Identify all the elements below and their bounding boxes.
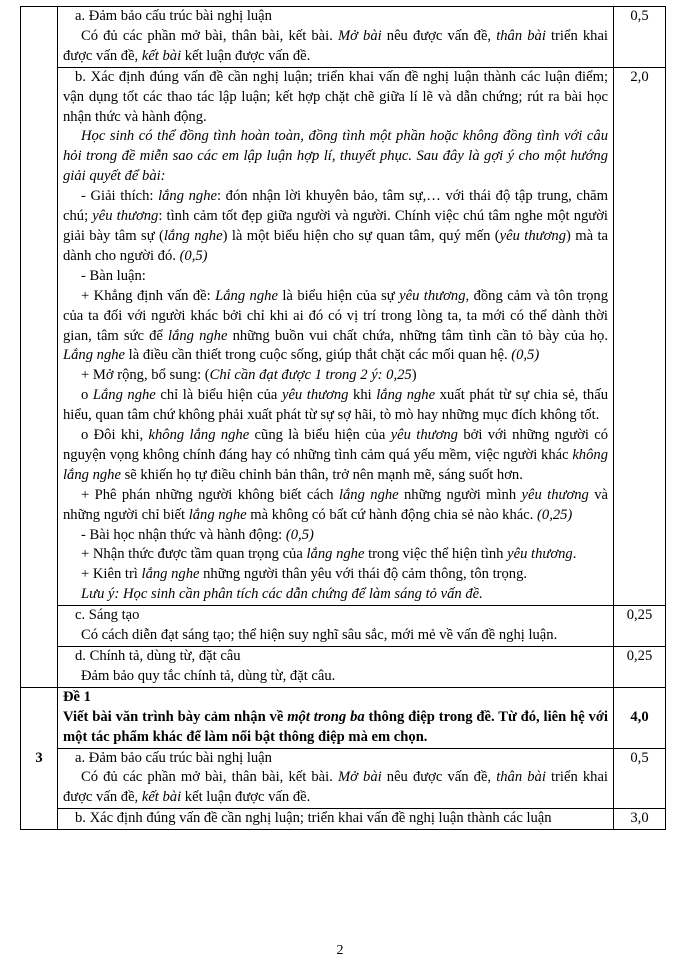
criterion-b1-aware: + Nhận thức được tầm quan trọng của lắng nghe trong việc thể hiện tình yêu thương. <box>81 546 577 563</box>
criterion-d1-text: Đảm bảo quy tắc chính tả, dùng từ, đặt câu. <box>81 667 336 684</box>
criterion-row-b2 <box>21 809 666 830</box>
criterion-b1-explain: - Giải thích: lắng nghe: đón nhận lời khuyên bảo, tâm sự,… với thái độ tập trung, chăm chú; yêu thương: tình cảm tốt đẹp giữa người và người. Chính việc chú tâm nghe một người giải bày tâm sự (lắng nghe) là một biểu hiện cho sự quan tâm, quý mến (yêu thương) mà ta dành cho người đó. (0,5) <box>63 188 609 264</box>
criterion-c1-content <box>58 606 614 647</box>
criterion-a2-content <box>58 748 614 809</box>
criterion-b1-title: b. Xác định đúng vấn đề cần nghị luận; triển khai vấn đề nghị luận thành các luận điểm; vận dụng tốt các thao tác lập luận; kết hợp chặt chẽ giữa lí lẽ và dẫn chứng; rút ra bài học nhận thức và hành động. <box>63 68 608 125</box>
criterion-b1-extend: + Mở rộng, bổ sung: (Chỉ cần đạt được 1 trong 2 ý: 0,25) <box>81 367 417 384</box>
criterion-b1-affirm: + Khẳng định vấn đề: Lắng nghe là biểu hiện của sự yêu thương, đồng cảm và tôn trọng của ta đối với người khác bởi chỉ khi ai đó có vị trí trong lòng ta, ta mới có thể dành thời gian, tâm sức để lắng nghe những buồn vui chất chứa, những tâm tình cần tỏ bày của họ. Lắng nghe là điều cần thiết trong cuộc sống, giúp thắt chặt các mối quan hệ. (0,5) <box>63 287 609 364</box>
criterion-c1-score: 0,25 <box>614 606 666 647</box>
criterion-row-c1 <box>21 606 666 647</box>
criterion-b1-content <box>58 67 614 605</box>
question-3-prompt <box>58 687 614 748</box>
criterion-a2-score: 0,5 <box>614 748 666 809</box>
criterion-d1-content <box>58 647 614 688</box>
criterion-row-b1 <box>21 67 666 605</box>
question-3-prompt-score: 4,0 <box>614 687 666 748</box>
criterion-a2-title: a. Đảm bảo cấu trúc bài nghị luận <box>75 749 272 766</box>
criterion-a2-text: Có đủ các phần mở bài, thân bài, kết bài. Mở bài nêu được vấn đề, thân bài triển khai được vấn đề, kết bài kết luận được vấn đề. <box>63 769 608 806</box>
criterion-d1-title: d. Chính tả, dùng từ, đặt câu <box>75 648 241 664</box>
criterion-b2-title: b. Xác định đúng vấn đề cần nghị luận; triển khai vấn đề nghị luận thành các luận <box>75 810 552 827</box>
criterion-b2-score: 3,0 <box>614 809 666 830</box>
criterion-a1-content <box>58 7 614 68</box>
criterion-c1-text: Có cách diễn đạt sáng tạo; thể hiện suy nghĩ sâu sắc, mới mẻ về vấn đề nghị luận. <box>81 627 558 644</box>
criterion-row-a1 <box>21 7 666 68</box>
page-number: 2 <box>336 943 344 958</box>
criterion-a1-title: a. Đảm bảo cấu trúc bài nghị luận <box>75 8 272 24</box>
criterion-a1-text: Có đủ các phần mở bài, thân bài, kết bài. Mở bài nêu được vấn đề, thân bài triển khai được vấn đề, kết bài kết luận được vấn đề. <box>63 27 608 64</box>
criterion-b1-intro: Học sinh có thể đồng tình hoàn toàn, đồng tình một phần hoặc không đồng tình với câu hỏi trong đề miễn sao các em lập luận hợp lí, thuyết phục. Sau đây là gợi ý cho một hướng giải quyết để bài: <box>63 128 608 185</box>
criterion-b1-score: 2,0 <box>614 67 666 605</box>
criterion-b1-persist: + Kiên trì lắng nghe những người thân yêu với thái độ cảm thông, tôn trọng. <box>81 566 528 583</box>
criterion-d1-score: 0,25 <box>614 647 666 688</box>
question-3-prompt-text: Viết bài văn trình bày cảm nhận về một trong ba thông điệp trong đề. Từ đó, liên hệ với một tác phẩm khác để làm nổi bật thông điệp mà em chọn. <box>63 708 608 745</box>
question-3-prompt-row <box>21 687 666 748</box>
criterion-c1-title: c. Sáng tạo <box>75 607 140 624</box>
criterion-b1-criticize: + Phê phán những người không biết cách lắng nghe những người mình yêu thương và những người chỉ biết lắng nghe mà không có bất cứ hành động chia sẻ nào khác. (0,25) <box>63 486 608 523</box>
criterion-b1-lesson: - Bài học nhận thức và hành động: (0,5) <box>81 526 314 543</box>
criterion-b2-content <box>58 809 614 830</box>
question-3-number: 3 <box>21 687 58 829</box>
criterion-a1-score: 0,5 <box>614 7 666 68</box>
grading-table <box>20 6 666 830</box>
criterion-b1-discuss-label: - Bàn luận: <box>81 267 146 284</box>
criterion-b1-bullet-1: o Lắng nghe chỉ là biểu hiện của yêu thương khi lắng nghe xuất phát từ sự chia sẻ, thấu hiểu, quan tâm chứ không phải xuất phát từ sự sợ hãi, tò mò hay những mục đích không tốt. <box>63 387 608 424</box>
question-number-cell <box>21 7 58 688</box>
criterion-row-d1 <box>21 647 666 688</box>
criterion-row-a2 <box>21 748 666 809</box>
question-3-de-label: Đề 1 <box>63 688 91 705</box>
criterion-b1-note: Lưu ý: Học sinh cần phân tích các dẫn chứng để làm sáng tỏ vấn đề. <box>81 586 483 603</box>
criterion-b1-bullet-2: o Đôi khi, không lắng nghe cũng là biểu hiện của yêu thương bởi với những người có nguyện vọng không chính đáng hay có những tình cảm quá yếu mềm, việc người khác không lắng nghe sẽ khiến họ tự điều chỉnh bản thân, trở nên mạnh mẽ, sáng suốt hơn. <box>63 427 608 483</box>
